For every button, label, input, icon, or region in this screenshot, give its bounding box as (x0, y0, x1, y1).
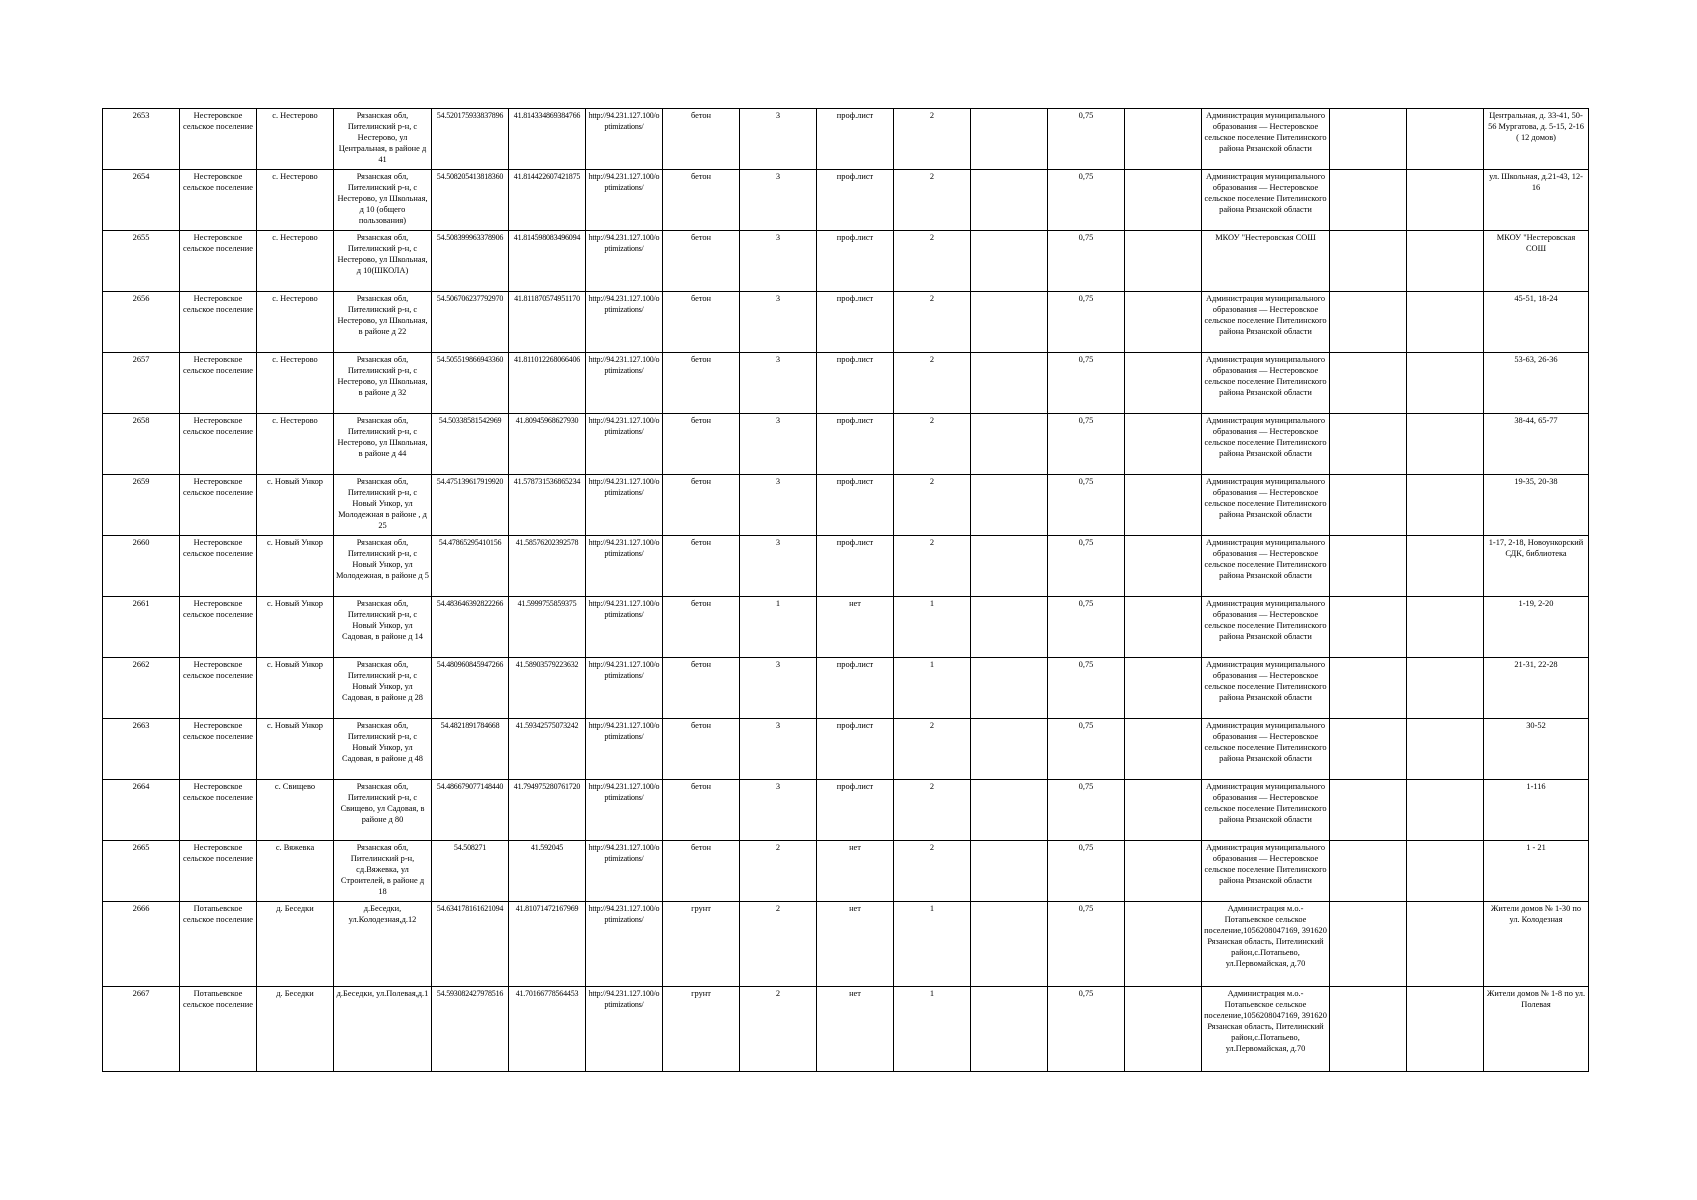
table-row (103, 475, 1589, 536)
empty-cell (1125, 902, 1202, 987)
owner-cell: Администрация муниципального образования — Нестеровское сельское поселение Пителинского района Рязанской области (1202, 475, 1330, 536)
empty-cell (1125, 987, 1202, 1072)
empty-cell (1125, 231, 1202, 292)
containers-cell: 3 (740, 414, 817, 475)
locality-cell: с. Нестерово (257, 109, 334, 170)
address-cell: Рязанская обл, Пителинский р-н, с Нестерово, ул Центральная, в районе д 41 (334, 109, 432, 170)
count-cell: 2 (894, 414, 971, 475)
empty-cell (1330, 719, 1407, 780)
address-cell: Рязанская обл, Пителинский р-н, с Новый Ункор, ул Садовая, в районе д 28 (334, 658, 432, 719)
served-objects-cell: Жители домов № 1-8 по ул. Полевая (1484, 987, 1589, 1072)
address-cell: Рязанская обл, Пителинский р-н, с Нестерово, ул Школьная, д 10 (общего пользования) (334, 170, 432, 231)
row-number: 2656 (103, 292, 180, 353)
empty-cell (971, 414, 1048, 475)
row-number: 2665 (103, 841, 180, 902)
longitude-cell: 41.5999755859375 (509, 597, 586, 658)
empty-cell (1330, 902, 1407, 987)
empty-cell (971, 109, 1048, 170)
volume-cell: 0,75 (1048, 597, 1125, 658)
count-cell: 2 (894, 353, 971, 414)
owner-cell: Администрация м.о.-Потапьевское сельское поселение,1056208047169, 391620 Рязанская область, Пителинский район,с.Потапьево, ул.Первомайская, д.70 (1202, 902, 1330, 987)
row-number: 2657 (103, 353, 180, 414)
address-cell: Рязанская обл, Пителинский р-н, с Нестерово, ул Школьная, в районе д 44 (334, 414, 432, 475)
latitude-cell: 54.480960845947266 (432, 658, 509, 719)
empty-cell (971, 987, 1048, 1072)
latitude-cell: 54.508399963378906 (432, 231, 509, 292)
fence-cell: нет (817, 902, 894, 987)
table-row (103, 109, 1589, 170)
latitude-cell: 54.47865295410156 (432, 536, 509, 597)
empty-cell (1407, 658, 1484, 719)
volume-cell: 0,75 (1048, 292, 1125, 353)
containers-cell: 3 (740, 109, 817, 170)
table-row (103, 841, 1589, 902)
table-row (103, 597, 1589, 658)
table-row (103, 902, 1589, 987)
empty-cell (1330, 414, 1407, 475)
owner-cell: Администрация муниципального образования — Нестеровское сельское поселение Пителинского района Рязанской области (1202, 292, 1330, 353)
count-cell: 2 (894, 475, 971, 536)
empty-cell (1407, 597, 1484, 658)
containers-cell: 3 (740, 719, 817, 780)
url-cell: http://94.231.127.100/optimizations/ (586, 536, 663, 597)
row-number: 2666 (103, 902, 180, 987)
owner-cell: Администрация муниципального образования — Нестеровское сельское поселение Пителинского района Рязанской области (1202, 719, 1330, 780)
table-row (103, 658, 1589, 719)
count-cell: 1 (894, 987, 971, 1072)
empty-cell (1407, 292, 1484, 353)
url-cell: http://94.231.127.100/optimizations/ (586, 658, 663, 719)
empty-cell (1330, 597, 1407, 658)
settlement-cell: Нестеровское сельское поселение (180, 170, 257, 231)
settlement-cell: Нестеровское сельское поселение (180, 658, 257, 719)
count-cell: 1 (894, 902, 971, 987)
row-number: 2662 (103, 658, 180, 719)
containers-cell: 3 (740, 780, 817, 841)
count-cell: 1 (894, 597, 971, 658)
row-number: 2660 (103, 536, 180, 597)
containers-cell: 3 (740, 658, 817, 719)
fence-cell: проф.лист (817, 536, 894, 597)
empty-cell (1407, 536, 1484, 597)
served-objects-cell: 19-35, 20-38 (1484, 475, 1589, 536)
longitude-cell: 41.814598083496094 (509, 231, 586, 292)
volume-cell: 0,75 (1048, 987, 1125, 1072)
empty-cell (1125, 780, 1202, 841)
volume-cell: 0,75 (1048, 231, 1125, 292)
served-objects-cell: 1 - 21 (1484, 841, 1589, 902)
served-objects-cell: 53-63, 26-36 (1484, 353, 1589, 414)
address-cell: Рязанская обл, Пителинский р-н, с Свищево, ул Садовая, в районе д 80 (334, 780, 432, 841)
empty-cell (971, 353, 1048, 414)
longitude-cell: 41.592045 (509, 841, 586, 902)
latitude-cell: 54.483646392822266 (432, 597, 509, 658)
empty-cell (1330, 780, 1407, 841)
count-cell: 2 (894, 841, 971, 902)
empty-cell (971, 292, 1048, 353)
empty-cell (1407, 902, 1484, 987)
owner-cell: Администрация муниципального образования — Нестеровское сельское поселение Пителинского района Рязанской области (1202, 536, 1330, 597)
surface-cell: бетон (663, 719, 740, 780)
served-objects-cell: 21-31, 22-28 (1484, 658, 1589, 719)
empty-cell (1125, 475, 1202, 536)
settlement-cell: Нестеровское сельское поселение (180, 231, 257, 292)
longitude-cell: 41.811870574951170 (509, 292, 586, 353)
empty-cell (971, 475, 1048, 536)
empty-cell (1407, 719, 1484, 780)
empty-cell (1407, 414, 1484, 475)
fence-cell: нет (817, 987, 894, 1072)
settlement-cell: Нестеровское сельское поселение (180, 780, 257, 841)
url-cell: http://94.231.127.100/optimizations/ (586, 231, 663, 292)
served-objects-cell: Жители домов № 1-30 по ул. Колодезная (1484, 902, 1589, 987)
address-cell: Рязанская обл, Пителинский р-н, с Новый Ункор, ул Садовая, в районе д 14 (334, 597, 432, 658)
empty-cell (1125, 353, 1202, 414)
locality-cell: с. Нестерово (257, 292, 334, 353)
address-cell: Рязанская обл, Пителинский р-н, с Новый Ункор, ул Молодежная, в районе д 5 (334, 536, 432, 597)
longitude-cell: 41.59342575073242 (509, 719, 586, 780)
longitude-cell: 41.81071472167969 (509, 902, 586, 987)
locality-cell: с. Новый Ункор (257, 597, 334, 658)
count-cell: 1 (894, 658, 971, 719)
table-row (103, 231, 1589, 292)
surface-cell: бетон (663, 536, 740, 597)
row-number: 2661 (103, 597, 180, 658)
surface-cell: грунт (663, 902, 740, 987)
empty-cell (1407, 475, 1484, 536)
containers-cell: 3 (740, 475, 817, 536)
volume-cell: 0,75 (1048, 719, 1125, 780)
url-cell: http://94.231.127.100/optimizations/ (586, 987, 663, 1072)
surface-cell: бетон (663, 658, 740, 719)
served-objects-cell: 1-116 (1484, 780, 1589, 841)
empty-cell (1125, 536, 1202, 597)
address-cell: Рязанская обл, Пителинский р-н, сд.Вяжевка, ул Строителей, в районе д 18 (334, 841, 432, 902)
surface-cell: бетон (663, 292, 740, 353)
empty-cell (1407, 109, 1484, 170)
address-cell: Рязанская обл, Пителинский р-н, с Новый Ункор, ул Молодежная в районе , д 25 (334, 475, 432, 536)
empty-cell (1125, 170, 1202, 231)
longitude-cell: 41.814422607421875 (509, 170, 586, 231)
empty-cell (1125, 719, 1202, 780)
url-cell: http://94.231.127.100/optimizations/ (586, 109, 663, 170)
url-cell: http://94.231.127.100/optimizations/ (586, 780, 663, 841)
empty-cell (1330, 231, 1407, 292)
address-cell: д.Беседки, ул.Колодезная,д.12 (334, 902, 432, 987)
table-row (103, 987, 1589, 1072)
surface-cell: бетон (663, 170, 740, 231)
empty-cell (1407, 780, 1484, 841)
empty-cell (1407, 231, 1484, 292)
volume-cell: 0,75 (1048, 414, 1125, 475)
longitude-cell: 41.70166778564453 (509, 987, 586, 1072)
surface-cell: бетон (663, 475, 740, 536)
empty-cell (1330, 109, 1407, 170)
served-objects-cell: 1-17, 2-18, Новоункорский СДК, библиотека (1484, 536, 1589, 597)
row-number: 2655 (103, 231, 180, 292)
surface-cell: бетон (663, 841, 740, 902)
settlement-cell: Нестеровское сельское поселение (180, 353, 257, 414)
address-cell: Рязанская обл, Пителинский р-н, с Новый Ункор, ул Садовая, в районе д 48 (334, 719, 432, 780)
latitude-cell: 54.4821891784668 (432, 719, 509, 780)
row-number: 2653 (103, 109, 180, 170)
owner-cell: Администрация муниципального образования — Нестеровское сельское поселение Пителинского района Рязанской области (1202, 780, 1330, 841)
row-number: 2658 (103, 414, 180, 475)
row-number: 2663 (103, 719, 180, 780)
table-row (103, 292, 1589, 353)
fence-cell: проф.лист (817, 414, 894, 475)
count-cell: 2 (894, 170, 971, 231)
settlement-cell: Нестеровское сельское поселение (180, 475, 257, 536)
surface-cell: бетон (663, 353, 740, 414)
locality-cell: д. Беседки (257, 902, 334, 987)
locality-cell: с. Нестерово (257, 414, 334, 475)
containers-cell: 1 (740, 597, 817, 658)
empty-cell (1330, 170, 1407, 231)
empty-cell (1330, 292, 1407, 353)
empty-cell (1125, 597, 1202, 658)
containers-cell: 3 (740, 353, 817, 414)
url-cell: http://94.231.127.100/optimizations/ (586, 353, 663, 414)
table-row (103, 353, 1589, 414)
count-cell: 2 (894, 231, 971, 292)
latitude-cell: 54.505519866943360 (432, 353, 509, 414)
served-objects-cell: Центральная, д. 33-41, 50-56 Мургатова, д. 5-15, 2-16 ( 12 домов) (1484, 109, 1589, 170)
owner-cell: Администрация муниципального образования — Нестеровское сельское поселение Пителинского района Рязанской области (1202, 353, 1330, 414)
volume-cell: 0,75 (1048, 109, 1125, 170)
empty-cell (1330, 536, 1407, 597)
table-row (103, 719, 1589, 780)
empty-cell (1330, 658, 1407, 719)
empty-cell (971, 719, 1048, 780)
owner-cell: Администрация муниципального образования — Нестеровское сельское поселение Пителинского района Рязанской области (1202, 841, 1330, 902)
latitude-cell: 54.50338581542969 (432, 414, 509, 475)
settlement-cell: Нестеровское сельское поселение (180, 841, 257, 902)
empty-cell (971, 231, 1048, 292)
latitude-cell: 54.508205413818360 (432, 170, 509, 231)
settlement-cell: Нестеровское сельское поселение (180, 109, 257, 170)
volume-cell: 0,75 (1048, 536, 1125, 597)
longitude-cell: 41.811012268066406 (509, 353, 586, 414)
table-row (103, 414, 1589, 475)
longitude-cell: 41.80945968627930 (509, 414, 586, 475)
fence-cell: проф.лист (817, 780, 894, 841)
containers-cell: 3 (740, 292, 817, 353)
empty-cell (1407, 170, 1484, 231)
container-sites-table (102, 108, 1589, 1072)
containers-cell: 3 (740, 170, 817, 231)
empty-cell (971, 170, 1048, 231)
empty-cell (1125, 414, 1202, 475)
owner-cell: Администрация муниципального образования — Нестеровское сельское поселение Пителинского района Рязанской области (1202, 170, 1330, 231)
surface-cell: бетон (663, 414, 740, 475)
locality-cell: с. Новый Ункор (257, 475, 334, 536)
locality-cell: с. Свищево (257, 780, 334, 841)
address-cell: Рязанская обл, Пителинский р-н, с Нестерово, ул Школьная, в районе д 32 (334, 353, 432, 414)
count-cell: 2 (894, 292, 971, 353)
fence-cell: проф.лист (817, 292, 894, 353)
empty-cell (971, 536, 1048, 597)
latitude-cell: 54.486679077148440 (432, 780, 509, 841)
url-cell: http://94.231.127.100/optimizations/ (586, 597, 663, 658)
empty-cell (1407, 353, 1484, 414)
fence-cell: проф.лист (817, 353, 894, 414)
settlement-cell: Нестеровское сельское поселение (180, 536, 257, 597)
address-cell: д.Беседки, ул.Полевая,д.1 (334, 987, 432, 1072)
owner-cell: МКОУ "Нестеровская СОШ (1202, 231, 1330, 292)
row-number: 2654 (103, 170, 180, 231)
latitude-cell: 54.520175933837896 (432, 109, 509, 170)
empty-cell (1125, 292, 1202, 353)
longitude-cell: 41.814334869384766 (509, 109, 586, 170)
surface-cell: бетон (663, 780, 740, 841)
empty-cell (1125, 841, 1202, 902)
url-cell: http://94.231.127.100/optimizations/ (586, 414, 663, 475)
empty-cell (1125, 109, 1202, 170)
latitude-cell: 54.506706237792970 (432, 292, 509, 353)
empty-cell (971, 780, 1048, 841)
longitude-cell: 41.578731536865234 (509, 475, 586, 536)
volume-cell: 0,75 (1048, 475, 1125, 536)
settlement-cell: Нестеровское сельское поселение (180, 414, 257, 475)
locality-cell: д. Беседки (257, 987, 334, 1072)
owner-cell: Администрация муниципального образования — Нестеровское сельское поселение Пителинского района Рязанской области (1202, 658, 1330, 719)
surface-cell: грунт (663, 987, 740, 1072)
locality-cell: с. Новый Ункор (257, 658, 334, 719)
empty-cell (1125, 658, 1202, 719)
settlement-cell: Потапьевское сельское поселение (180, 987, 257, 1072)
containers-cell: 2 (740, 987, 817, 1072)
empty-cell (971, 658, 1048, 719)
latitude-cell: 54.593082427978516 (432, 987, 509, 1072)
volume-cell: 0,75 (1048, 353, 1125, 414)
row-number: 2659 (103, 475, 180, 536)
latitude-cell: 54.475139617919920 (432, 475, 509, 536)
row-number: 2664 (103, 780, 180, 841)
longitude-cell: 41.58576202392578 (509, 536, 586, 597)
count-cell: 2 (894, 780, 971, 841)
locality-cell: с. Новый Ункор (257, 719, 334, 780)
longitude-cell: 41.58903579223632 (509, 658, 586, 719)
empty-cell (1330, 987, 1407, 1072)
containers-cell: 3 (740, 536, 817, 597)
served-objects-cell: МКОУ "Нестеровская СОШ (1484, 231, 1589, 292)
containers-cell: 3 (740, 231, 817, 292)
settlement-cell: Потапьевское сельское поселение (180, 902, 257, 987)
served-objects-cell: 38-44, 65-77 (1484, 414, 1589, 475)
table-row (103, 780, 1589, 841)
locality-cell: с. Нестерово (257, 231, 334, 292)
served-objects-cell: 1-19, 2-20 (1484, 597, 1589, 658)
empty-cell (1407, 841, 1484, 902)
locality-cell: с. Новый Ункор (257, 536, 334, 597)
fence-cell: проф.лист (817, 475, 894, 536)
served-objects-cell: 45-51, 18-24 (1484, 292, 1589, 353)
url-cell: http://94.231.127.100/optimizations/ (586, 170, 663, 231)
volume-cell: 0,75 (1048, 902, 1125, 987)
empty-cell (971, 841, 1048, 902)
volume-cell: 0,75 (1048, 780, 1125, 841)
url-cell: http://94.231.127.100/optimizations/ (586, 292, 663, 353)
latitude-cell: 54.634178161621094 (432, 902, 509, 987)
empty-cell (1330, 841, 1407, 902)
owner-cell: Администрация муниципального образования — Нестеровское сельское поселение Пителинского района Рязанской области (1202, 414, 1330, 475)
url-cell: http://94.231.127.100/optimizations/ (586, 841, 663, 902)
volume-cell: 0,75 (1048, 658, 1125, 719)
containers-cell: 2 (740, 902, 817, 987)
latitude-cell: 54.508271 (432, 841, 509, 902)
count-cell: 2 (894, 109, 971, 170)
fence-cell: нет (817, 597, 894, 658)
address-cell: Рязанская обл, Пителинский р-н, с Нестерово, ул Школьная, д 10(ШКОЛА) (334, 231, 432, 292)
surface-cell: бетон (663, 109, 740, 170)
fence-cell: проф.лист (817, 109, 894, 170)
surface-cell: бетон (663, 597, 740, 658)
volume-cell: 0,75 (1048, 170, 1125, 231)
count-cell: 2 (894, 536, 971, 597)
empty-cell (971, 597, 1048, 658)
url-cell: http://94.231.127.100/optimizations/ (586, 475, 663, 536)
longitude-cell: 41.794975280761720 (509, 780, 586, 841)
owner-cell: Администрация м.о.-Потапьевское сельское поселение,1056208047169, 391620 Рязанская область, Пителинский район,с.Потапьево, ул.Первомайская, д.70 (1202, 987, 1330, 1072)
fence-cell: нет (817, 841, 894, 902)
table-row (103, 170, 1589, 231)
settlement-cell: Нестеровское сельское поселение (180, 719, 257, 780)
served-objects-cell: 30-52 (1484, 719, 1589, 780)
surface-cell: бетон (663, 231, 740, 292)
served-objects-cell: ул. Школьная, д.21-43, 12-16 (1484, 170, 1589, 231)
volume-cell: 0,75 (1048, 841, 1125, 902)
locality-cell: с. Вяжевка (257, 841, 334, 902)
empty-cell (1330, 475, 1407, 536)
settlement-cell: Нестеровское сельское поселение (180, 597, 257, 658)
fence-cell: проф.лист (817, 658, 894, 719)
table-row (103, 536, 1589, 597)
address-cell: Рязанская обл, Пителинский р-н, с Нестерово, ул Школьная, в районе д 22 (334, 292, 432, 353)
empty-cell (971, 902, 1048, 987)
containers-cell: 2 (740, 841, 817, 902)
row-number: 2667 (103, 987, 180, 1072)
empty-cell (1330, 353, 1407, 414)
locality-cell: с. Нестерово (257, 170, 334, 231)
locality-cell: с. Нестерово (257, 353, 334, 414)
fence-cell: проф.лист (817, 170, 894, 231)
settlement-cell: Нестеровское сельское поселение (180, 292, 257, 353)
url-cell: http://94.231.127.100/optimizations/ (586, 902, 663, 987)
owner-cell: Администрация муниципального образования — Нестеровское сельское поселение Пителинского района Рязанской области (1202, 109, 1330, 170)
fence-cell: проф.лист (817, 719, 894, 780)
fence-cell: проф.лист (817, 231, 894, 292)
count-cell: 2 (894, 719, 971, 780)
owner-cell: Администрация муниципального образования — Нестеровское сельское поселение Пителинского района Рязанской области (1202, 597, 1330, 658)
url-cell: http://94.231.127.100/optimizations/ (586, 719, 663, 780)
empty-cell (1407, 987, 1484, 1072)
